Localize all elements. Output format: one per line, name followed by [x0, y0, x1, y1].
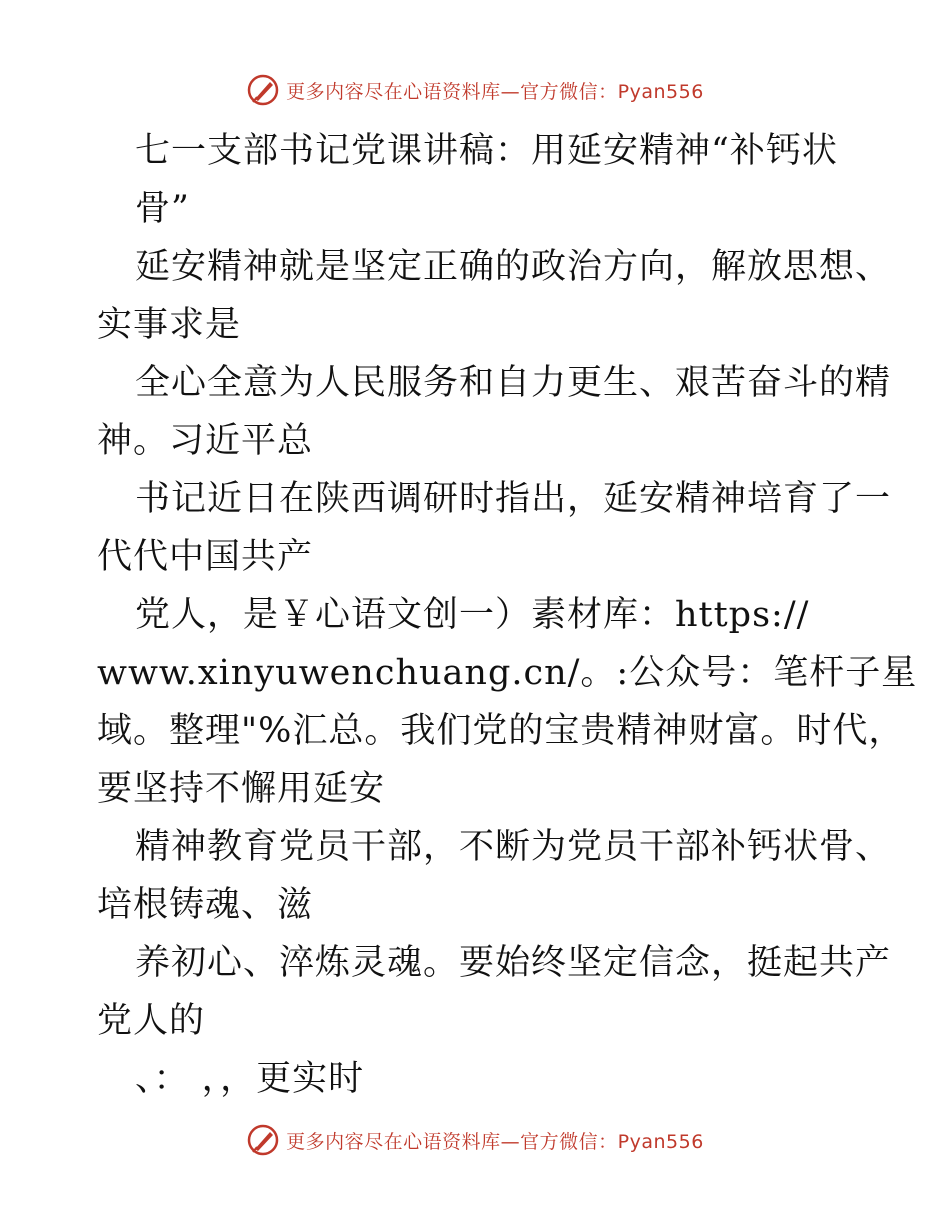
text-line: 延安精神就是坚定正确的政治方向，解放思想、: [135, 247, 892, 287]
text-line: 养初心、淬炼灵魂。要始终坚定信念，挺起共产: [135, 943, 892, 983]
wechat-id: Pyan556: [617, 80, 704, 103]
text-line: 域。整理"%汇总。我们党的宝贵精神财富。时代，: [97, 711, 905, 751]
text-line: 党人，是￥心语文创一）素材库：https://: [135, 595, 810, 635]
feather-pen-logo-icon: [246, 1123, 280, 1157]
wechat-id: Pyan556: [617, 1130, 704, 1153]
feather-pen-logo-icon: [246, 73, 280, 107]
text-line: 实事求是: [97, 305, 242, 345]
text-line: 书记近日在陕西调研时指出，延安精神培育了一: [135, 479, 892, 519]
text-line: 七一支部书记党课讲稿：用延安精神“补钙状: [135, 131, 838, 171]
text-line: 培根铸魂、滋: [97, 885, 314, 925]
footer-banner-text: 更多内容尽在心语资料库—官方微信：Pyan556: [286, 1130, 704, 1153]
text-line: 要坚持不懈用延安: [97, 769, 386, 809]
text-line: www.xinyuwenchuang.cn/。:公众号：笔杆子星: [97, 653, 918, 693]
text-line: 骨”: [135, 189, 190, 229]
text-line: 全心全意为人民服务和自力更生、艰苦奋斗的精: [135, 363, 892, 403]
header-banner-text: 更多内容尽在心语资料库—官方微信：Pyan556: [286, 80, 704, 103]
footer-banner: [0, 1120, 950, 1160]
document-body: [97, 122, 918, 1108]
text-line: 代代中国共产: [97, 537, 314, 577]
text-line: 神。习近平总: [97, 421, 314, 461]
text-line: 党人的: [97, 1001, 206, 1041]
header-banner: [0, 70, 950, 110]
text-line: 精神教育党员干部，不断为党员干部补钙状骨、: [135, 827, 892, 867]
text-line: 、： ，，更实时: [135, 1059, 365, 1099]
